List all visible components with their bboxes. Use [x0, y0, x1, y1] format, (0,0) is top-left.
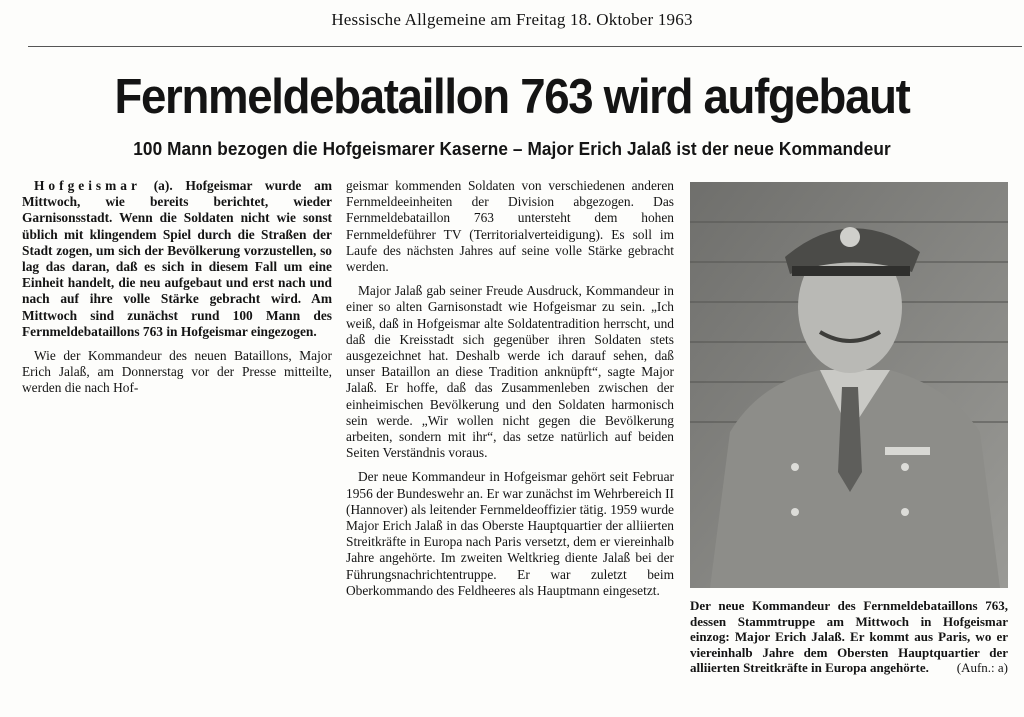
body-paragraph: Der neue Kommandeur in Hofgeismar gehört seit Februar 1956 der Bundeswehr an. Er war zunächst im Wehrbereich II (Hannover) als leitender Fernmeldeoffizier tätig. 1959 wurde Major Erich Jalaß in das Oberste Hauptquartier der alliierten Streitkräfte in Europa nach Paris versetzt, dem er viereinhalb Jahre angehörte. Im zweiten Weltkrieg diente Jalaß bei der Führungsnachrichtentruppe. Er war zuletzt beim Oberkommando des Feldheeres als Hauptmann eingesetzt.	[346, 469, 674, 598]
dateline: Hofgeismar	[34, 178, 141, 193]
headline: Fernmeldebataillon 763 wird aufgebaut	[114, 70, 910, 124]
photo-credit: (Aufn.: a)	[956, 660, 1008, 675]
lead-text: (a). Hofgeismar wurde am Mittwoch, wie bereits berichtet, wieder Garnisonsstadt. Wenn die Soldaten nicht wie sonst üblich mit klingendem Spiel durch die Straßen der Stadt zogen, um sich der Bevölkerung vorzustellen, so lag das daran, daß es sich in diesem Fall um eine Einheit handelt, die neu aufgebaut und erst nach und nach auf ihre volle Stärke gebracht wird. Am Mittwoch sind zunächst rund 100 Mann des Fernmeldebataillons 763 in Hofgeismar eingezogen.	[22, 178, 332, 339]
body-paragraph: geismar kommenden Soldaten von verschiedenen anderen Fernmeldeeinheiten der Division abgezogen. Das Fernmeldebataillon 763 untersteht dem hohen Fernmeldeführer TV (Territorialverteidigung). Es soll im Laufe des nächsten Jahres auf seine volle Stärke gebracht werden.	[346, 178, 674, 275]
portrait-illustration	[690, 182, 1008, 588]
caption-text: Der neue Kommandeur des Fernmeldebataillons 763, dessen Stammtruppe am Mittwoch in Hofgeismar einzog: Major Erich Jalaß. Er kommt aus Paris, wo er viereinhalb Jahre dem Obersten Hauptquartier der alliierten Streitkräfte in Europa angehörte.	[690, 598, 1008, 675]
article-column-2	[346, 178, 674, 599]
masthead: Hessische Allgemeine am Freitag 18. Oktober 1963	[331, 10, 693, 29]
subheadline: 100 Mann bezogen die Hofgeismarer Kaserne – Major Erich Jalaß ist der neue Kommandeur	[133, 138, 891, 159]
body-paragraph: Major Jalaß gab seiner Freude Ausdruck, Kommandeur in einer so alten Garnisonstadt wie Hofgeismar zu sein. „Ich weiß, daß in Hofgeismar alte Soldatentradition herrscht, und daß die Kreisstadt sich gegenüber ihren Soldaten stets ausgezeichnet hat. Deshalb werde ich darauf sehen, daß unser Bataillon an diese Tradition anknüpft“, sagte Major Jalaß. Er hoffe, daß das Zusammenleben zwischen der einheimischen Bevölkerung und den Soldaten harmonisch sein werde. „Wir wollen nicht gegen die Bevölkerung arbeiten, sondern mit ihr“, das setze natürlich auf beiden Seiten Verständnis voraus.	[346, 283, 674, 461]
photo-caption	[690, 598, 1008, 676]
officer-portrait-photo	[690, 182, 1008, 588]
lead-paragraph	[22, 178, 332, 340]
header-rule	[28, 46, 1022, 47]
article-column-1	[22, 178, 332, 397]
body-paragraph: Wie der Kommandeur des neuen Bataillons, Major Erich Jalaß, am Donnerstag vor der Presse mitteilte, werden die nach Hof-	[22, 348, 332, 396]
